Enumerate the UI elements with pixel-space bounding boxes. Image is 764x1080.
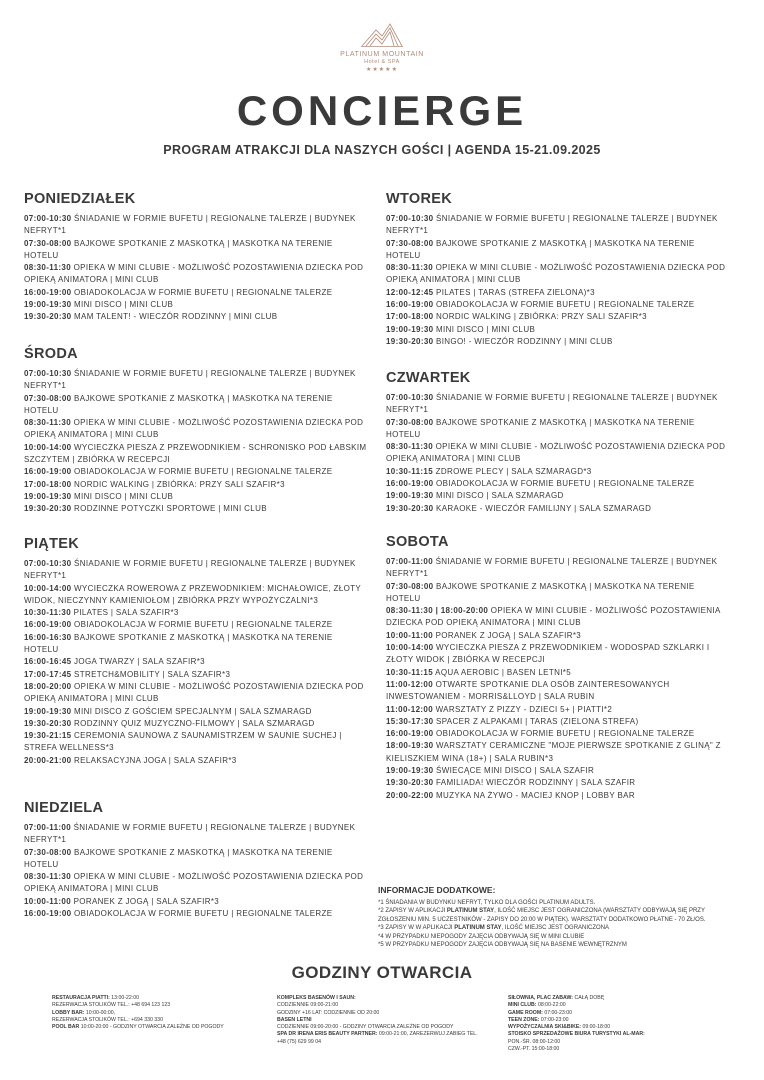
event-item <box>24 656 369 668</box>
hours-line-segment: 07:00-23:00 <box>544 1009 573 1016</box>
event-description: BAJKOWE SPOTKANIE Z MASKOTKĄ | MASKOTKA NA TERENIE HOTELU <box>386 417 695 439</box>
event-description: NORDIC WALKING | ZBIÓRKA: PRZY SALI SZAFIR*3 <box>436 312 647 322</box>
event-time: 20:00-21:00 <box>24 755 72 765</box>
event-description: ŚNIADANIE W FORMIE BUFETU | REGIONALNE TALERZE | BUDYNEK NEFRYT*1 <box>24 559 356 581</box>
day-heading: PONIEDZIAŁEK <box>24 191 136 207</box>
event-item <box>24 503 369 515</box>
event-description: FAMILIADA! WIECZÓR RODZINNY | SALA SZAFIR <box>436 778 636 788</box>
event-item <box>386 716 731 728</box>
hours-line-segment: LOBBY BAR: <box>52 1009 86 1016</box>
event-item <box>386 503 731 515</box>
opening-hours-title: GODZINY OTWARCIA <box>291 963 473 982</box>
event-time: 07:00-11:00 <box>386 557 433 566</box>
event-time: 07:30-08:00 <box>386 238 434 248</box>
event-description: OPIEKA W MINI CLUBIE - MOŻLIWOŚĆ POZOSTAWIENIA DZIECKA POD OPIEKĄ ANIMATORA | MINI CLUB <box>24 872 364 894</box>
info-note-segment: *4 W PRZYPADKU NIEPOGODY ZAJĘCIA ODBYWAJĄ SIĘ W MINI CLUBIE <box>378 933 585 940</box>
event-time: 10:30-11:15 <box>386 466 433 476</box>
event-time: 11:00-12:00 <box>386 704 433 714</box>
event-item <box>24 908 369 920</box>
hours-line-segment: TEEN ZONE: <box>508 1016 541 1023</box>
event-item <box>24 847 369 872</box>
day-monday <box>24 190 369 324</box>
hours-column <box>277 995 482 1046</box>
event-description: OPIEKA W MINI CLUBIE - MOŻLIWOŚĆ POZOSTAWIENIA DZIECKA POD OPIEKĄ ANIMATORA | MINI CLUB <box>24 681 364 704</box>
info-note <box>378 941 718 949</box>
event-description: BAJKOWE SPOTKANIE Z MASKOTKĄ | MASKOTKA NA TERENIE HOTELU <box>24 238 333 260</box>
event-description: MAM TALENT! - WIECZÓR RODZINNY | MINI CLUB <box>74 312 278 322</box>
event-time: 10:00-14:00 <box>24 583 72 593</box>
event-time: 19:30-20:30 <box>386 336 434 346</box>
event-time: 07:30-08:00 <box>386 417 434 427</box>
event-description: OPIEKA W MINI CLUBIE - MOŻLIWOŚĆ POZOSTAWIENIA DZIECKA POD OPIEKĄ ANIMATORA | MINI CLUB <box>24 418 364 440</box>
hours-line-segment: MINI CLUB: <box>508 1002 538 1009</box>
event-list <box>24 368 369 516</box>
event-time: 08:30-11:30 | 18:00-20:00 <box>386 606 489 616</box>
day-heading: PIĄTEK <box>24 536 79 552</box>
star-rating: ★★★★★ <box>366 67 398 73</box>
hours-line <box>508 1046 718 1053</box>
event-time: 10:00-14:00 <box>386 643 434 653</box>
event-time: 19:30-20:30 <box>386 778 434 788</box>
event-time: 10:30-11:30 <box>24 608 71 618</box>
info-note-segment: , ILOŚĆ MIEJSC JEST OGRANICZONA <box>501 925 610 932</box>
event-description: BINGO! - WIECZÓR RODZINNY | MINI CLUB <box>436 336 613 346</box>
event-description: PORANEK Z JOGĄ | SALA SZAFIR*3 <box>73 896 220 906</box>
event-time: 17:00-18:00 <box>24 479 72 489</box>
event-item <box>386 311 731 323</box>
hours-line <box>52 1010 257 1017</box>
event-item <box>386 262 731 287</box>
hours-line-segment: CODZIENNIE 09:00-20:00 - GODZINY OTWARCIA ZALEŻNE OD POGODY <box>277 1024 454 1031</box>
event-item <box>24 311 369 323</box>
event-time: 10:00-11:00 <box>24 896 71 906</box>
day-saturday <box>386 533 731 802</box>
event-description: JOGA TWARZY | SALA SZAFIR*3 <box>74 657 205 667</box>
event-item <box>24 619 369 631</box>
event-item <box>386 336 731 348</box>
info-note-segment: , ILOŚĆ MIEJSC JEST OGRANICZONA (WARSZTATY ODBYWAJĄ SIĘ PRZY ZGŁOSZENIU MIN. 5 UCZESTNIKÓW - ZAPISY DO 20:00 W PIĄTEK). WARSZTATY DODATKOWO PŁATNE - 70 ZŁ/OS. <box>378 908 706 923</box>
hours-line-segment: CAŁĄ DOBĘ <box>574 995 605 1001</box>
event-item <box>24 558 369 583</box>
brand-subtitle: Hotel & SPA <box>364 59 400 65</box>
event-description: WYCIECZKA PIESZA Z PRZEWODNIKIEM - SCHRONISKO POD ŁABSKIM SZCZYTEM | ZBIÓRKA W RECEPCJI <box>24 442 367 465</box>
event-item <box>24 583 369 608</box>
event-description: WARSZTATY Z PIZZY - DZIECI 5+ | PIATTI*2 <box>435 704 613 714</box>
hours-column <box>52 995 257 1031</box>
event-item <box>386 556 731 581</box>
info-note <box>378 899 718 907</box>
event-time: 19:30-21:15 <box>24 731 72 741</box>
event-item <box>386 630 731 642</box>
event-time: 07:30-08:00 <box>24 393 72 403</box>
brand-name: PLATINUM MOUNTAIN <box>340 51 424 58</box>
event-description: WARSZTATY CERAMICZNE "MOJE PIERWSZE SPOTKANIE Z GLINĄ" Z KIELISZKIEM WINA (18+) | SALA RUBIN*3 <box>386 741 721 763</box>
hours-line-segment: 09:00-21:00, ZAREZERWUJ ZABIEG TEL. +48 (75) 629 99 04 <box>277 1031 478 1045</box>
event-time: 07:30-08:00 <box>24 238 72 248</box>
hours-line-segment: CODZIENNIE 09:00-21:00 <box>277 1002 339 1009</box>
event-item <box>386 581 731 606</box>
event-time: 19:30-20:30 <box>386 503 434 513</box>
event-time: 07:00-10:30 <box>24 559 72 568</box>
event-item <box>386 213 731 238</box>
hours-line-segment: GAME ROOM: <box>508 1009 545 1016</box>
hours-line-segment: REZERWACJA STOLIKÓW TEL.: +694 330 330 <box>52 1016 163 1023</box>
event-item <box>24 417 369 442</box>
event-item <box>386 704 731 716</box>
hours-line <box>508 1039 718 1046</box>
event-item <box>24 442 369 467</box>
event-time: 18:00-20:00 <box>24 681 72 691</box>
event-time: 19:00-19:30 <box>386 766 434 776</box>
info-note-segment: PLATINUM STAY <box>454 925 502 932</box>
info-note <box>378 933 718 941</box>
hours-line-segment: 10:00-20:00 - GODZINY OTWARCIA ZALEŻNE OD POGODY <box>80 1024 224 1031</box>
event-item <box>24 706 369 718</box>
event-item <box>386 238 731 263</box>
event-description: NORDIC WALKING | ZBIÓRKA: PRZY SALI SZAFIR*3 <box>74 479 285 489</box>
day-thursday <box>386 369 731 515</box>
hours-line-segment: REZERWACJA STOLIKÓW TEL.: +48 694 123 123 <box>52 1002 171 1009</box>
event-description: OBIADOKOLACJA W FORMIE BUFETU | REGIONALNE TALERZE <box>436 729 695 739</box>
hours-line <box>52 1024 257 1031</box>
day-heading: ŚRODA <box>24 346 78 362</box>
event-time: 08:30-11:30 <box>24 872 71 882</box>
event-item <box>386 765 731 777</box>
event-item <box>24 479 369 491</box>
info-note-segment: *3 ZAPISY W W APLIKACJI <box>378 925 455 932</box>
hours-line <box>277 1031 482 1046</box>
event-time: 11:00-12:00 <box>386 679 433 689</box>
event-description: RODZINNY QUIZ MUZYCZNO-FILMOWY | SALA SZMARAGD <box>74 718 315 728</box>
event-time: 17:00-17:45 <box>24 669 72 679</box>
event-description: OPIEKA W MINI CLUBIE - MOŻLIWOŚĆ POZOSTAWIENIA DZIECKA POD OPIEKĄ ANIMATORA | MINI CLUB <box>386 606 721 628</box>
event-item <box>386 324 731 336</box>
hours-line-segment: GODZINY +16 LAT: CODZIENNIE OD 20:00 <box>277 1009 380 1016</box>
event-list <box>386 556 731 802</box>
day-heading: WTOREK <box>386 191 452 207</box>
event-description: OBIADOKOLACJA W FORMIE BUFETU | REGIONALNE TALERZE <box>74 467 333 477</box>
day-wednesday <box>24 345 369 516</box>
hours-line <box>277 1002 482 1009</box>
event-description: MUZYKA NA ŻYWO - MACIEJ KNOP | LOBBY BAR <box>436 790 635 800</box>
hours-line <box>508 1010 718 1017</box>
event-item <box>24 213 369 238</box>
event-time: 07:00-10:30 <box>24 369 72 378</box>
event-time: 12:00-12:45 <box>386 287 434 297</box>
page-title: CONCIERGE <box>236 87 528 134</box>
event-time: 08:30-11:30 <box>386 442 433 452</box>
event-time: 19:00-19:30 <box>24 300 72 310</box>
info-note-segment: *5 W PRZYPADKU NIEPOGODY ZAJĘCIA ODBYWAJĄ SIĘ NA BASENIE WEWNĘTRZNYM <box>378 942 627 949</box>
event-description: PILATES | TARAS (STREFA ZIELONA)*3 <box>436 287 595 297</box>
event-time: 19:00-19:30 <box>386 324 434 334</box>
hours-line-segment: SIŁOWNIA, PLAC ZABAW: <box>508 995 575 1001</box>
event-item <box>24 607 369 619</box>
event-item <box>24 368 369 393</box>
event-time: 16:00-19:00 <box>24 620 72 630</box>
event-description: RELAKSACYJNA JOGA | SALA SZAFIR*3 <box>74 755 237 765</box>
hours-line-segment: CZW.-PT. 15:00-18:00 <box>508 1046 560 1053</box>
hours-line-segment: WYPOŻYCZALNIA SKI&BIKE: <box>508 1024 583 1031</box>
event-time: 19:30-20:30 <box>24 504 72 514</box>
hours-line <box>277 1010 482 1017</box>
event-description: WYCIECZKA ROWEROWA Z PRZEWODNIKIEM: MICHAŁOWICE, ZŁOTY WIDOK, NIECZYNNY KAMIENIOŁOM | ZBIÓRKA PRZY WYPOŻYCZALNI*3 <box>24 583 361 605</box>
day-heading: NIEDZIELA <box>24 800 104 816</box>
event-description: AQUA AEROBIC | BASEN LETNI*5 <box>435 667 572 677</box>
event-item <box>24 718 369 730</box>
event-time: 20:00-22:00 <box>386 790 434 800</box>
event-item <box>24 669 369 681</box>
hours-line <box>52 1002 257 1009</box>
info-note <box>378 907 718 924</box>
event-item <box>24 299 369 311</box>
event-item <box>386 667 731 679</box>
event-item <box>386 466 731 478</box>
event-description: ŚNIADANIE W FORMIE BUFETU | REGIONALNE TALERZE | BUDYNEK NEFRYT*1 <box>24 214 356 236</box>
event-description: MINI DISCO | MINI CLUB <box>436 324 536 334</box>
event-description: ŚNIADANIE W FORMIE BUFETU | REGIONALNE TALERZE | BUDYNEK NEFRYT*1 <box>386 557 718 579</box>
event-time: 07:00-10:30 <box>24 214 72 223</box>
event-list <box>24 558 369 767</box>
event-description: OBIADOKOLACJA W FORMIE BUFETU | REGIONALNE TALERZE <box>74 287 333 297</box>
day-heading: SOBOTA <box>386 534 449 550</box>
event-time: 16:00-19:00 <box>386 300 434 310</box>
event-description: BAJKOWE SPOTKANIE Z MASKOTKĄ | MASKOTKA NA TERENIE HOTELU <box>24 632 333 655</box>
event-item <box>386 417 731 442</box>
event-time: 10:30-11:15 <box>386 667 433 677</box>
day-heading: CZWARTEK <box>386 370 471 386</box>
event-description: ŚWIECĄCE MINI DISCO | SALA SZAFIR <box>436 766 595 776</box>
event-item <box>24 755 369 767</box>
event-description: CEREMONIA SAUNOWA Z SAUNAMISTRZEM W SAUNIE SUCHEJ | STREFA WELLNESS*3 <box>24 731 342 753</box>
event-description: OBIADOKOLACJA W FORMIE BUFETU | REGIONALNE TALERZE <box>436 300 695 310</box>
event-description: OBIADOKOLACJA W FORMIE BUFETU | REGIONALNE TALERZE <box>436 479 695 489</box>
event-description: STRETCH&MOBILITY | SALA SZAFIR*3 <box>74 669 231 679</box>
hours-line-segment: 13:00-22:00 <box>111 995 139 1001</box>
event-item <box>24 871 369 896</box>
event-time: 16:00-16:30 <box>24 632 72 642</box>
event-item <box>386 478 731 490</box>
event-item <box>386 441 731 466</box>
hours-line-segment: 07:00-23:00 <box>540 1016 569 1023</box>
event-item <box>24 730 369 755</box>
event-list <box>24 213 369 324</box>
info-note <box>378 924 718 932</box>
event-time: 16:00-19:00 <box>24 287 72 297</box>
event-item <box>24 287 369 299</box>
event-item <box>386 287 731 299</box>
event-time: 07:00-11:00 <box>24 823 71 832</box>
event-item <box>24 262 369 287</box>
event-time: 16:00-19:00 <box>386 729 434 739</box>
hours-line <box>508 1002 718 1009</box>
event-description: WYCIECZKA PIESZA Z PRZEWODNIKIEM - WODOSPAD SZKLARKI I ZŁOTY WIDOK | ZBIÓRKA W RECEPCJI <box>386 643 710 665</box>
hours-line-segment: STOISKO SPRZEDAŻOWE BIURA TURYSTYKI AL-MAR: <box>508 1031 645 1038</box>
event-item <box>386 642 731 667</box>
hours-line <box>277 1024 482 1031</box>
hours-line <box>508 1031 718 1038</box>
hours-line-segment: RESTAURACJA PIATTI: <box>52 995 112 1001</box>
event-time: 08:30-11:30 <box>24 263 71 273</box>
event-time: 19:00-19:30 <box>386 491 434 501</box>
page-subtitle: PROGRAM ATRAKCJI DLA NASZYCH GOŚCI | AGENDA 15-21.09.2025 <box>163 143 601 157</box>
event-time: 07:00-10:30 <box>386 393 434 402</box>
event-time: 07:30-08:00 <box>386 581 434 591</box>
event-time: 19:30-20:30 <box>24 312 72 322</box>
event-description: ŚNIADANIE W FORMIE BUFETU | REGIONALNE TALERZE | BUDYNEK NEFRYT*1 <box>24 369 356 391</box>
info-note-segment: PLATINUM STAY <box>446 908 495 915</box>
event-description: BAJKOWE SPOTKANIE Z MASKOTKĄ | MASKOTKA NA TERENIE HOTELU <box>386 581 695 603</box>
event-item <box>386 728 731 740</box>
event-description: BAJKOWE SPOTKANIE Z MASKOTKĄ | MASKOTKA NA TERENIE HOTELU <box>386 238 695 260</box>
event-item <box>386 777 731 789</box>
event-item <box>24 491 369 503</box>
event-item <box>386 740 731 765</box>
event-description: ŚNIADANIE W FORMIE BUFETU | REGIONALNE TALERZE | BUDYNEK NEFRYT*1 <box>386 393 718 415</box>
info-note-segment: *1 ŚNIADANIA W BUDYNKU NEFRYT, TYLKO DLA GOŚCI PLATINUM ADULTS. <box>378 900 596 906</box>
event-description: OPIEKA W MINI CLUBIE - MOŻLIWOŚĆ POZOSTAWIENIA DZIECKA POD OPIEKĄ ANIMATORA | MINI CLUB <box>386 263 726 285</box>
event-description: OPIEKA W MINI CLUBIE - MOŻLIWOŚĆ POZOSTAWIENIA DZIECKA POD OPIEKĄ ANIMATORA | MINI CLUB <box>386 442 726 464</box>
hotel-logo <box>0 22 764 74</box>
hours-line-segment: BASEN LETNI <box>277 1016 312 1023</box>
hours-column <box>508 995 718 1053</box>
event-description: ZDROWE PLECY | SALA SZMARAGD*3 <box>435 466 592 476</box>
event-item <box>386 299 731 311</box>
event-description: BAJKOWE SPOTKANIE Z MASKOTKĄ | MASKOTKA NA TERENIE HOTELU <box>24 393 333 415</box>
event-description: KARAOKE - WIECZÓR FAMILIJNY | SALA SZMARAGD <box>436 503 652 513</box>
event-list <box>386 392 731 515</box>
event-time: 08:30-11:30 <box>24 418 71 428</box>
event-time: 16:00-19:00 <box>24 909 72 919</box>
event-description: RODZINNE POTYCZKI SPORTOWE | MINI CLUB <box>74 504 267 514</box>
event-time: 19:30-20:30 <box>24 718 72 728</box>
info-notes <box>378 899 718 949</box>
event-description: PILATES | SALA SZAFIR*3 <box>73 608 179 618</box>
event-description: MINI DISCO | MINI CLUB <box>74 300 174 310</box>
event-time: 15:30-17:30 <box>386 716 434 726</box>
event-description: PORANEK Z JOGĄ | SALA SZAFIR*3 <box>435 630 582 640</box>
hours-line-segment: KOMPLEKS BASENÓW I SAUN: <box>277 995 356 1001</box>
hours-line-segment: PON.-ŚR. 08:00-12:00 <box>508 1038 561 1045</box>
event-item <box>386 790 731 802</box>
event-item <box>24 466 369 478</box>
event-time: 10:00-11:00 <box>386 630 433 640</box>
event-time: 16:00-19:00 <box>24 467 72 477</box>
event-description: OPIEKA W MINI CLUBIE - MOŻLIWOŚĆ POZOSTAWIENIA DZIECKA POD OPIEKĄ ANIMATORA | MINI CLUB <box>24 263 364 285</box>
event-time: 07:00-10:30 <box>386 214 434 223</box>
event-item <box>24 822 369 847</box>
event-description: OTWARTE SPOTKANIE DLA OSÓB ZAINTERESOWANYCH INWESTOWANIEM - MORRIS&LLOYD | SALA RUBIN <box>386 679 670 702</box>
event-description: OBIADOKOLACJA W FORMIE BUFETU | REGIONALNE TALERZE <box>74 620 333 630</box>
hours-line <box>277 995 482 1002</box>
event-time: 16:00-16:45 <box>24 657 72 667</box>
hours-line-segment: SPA DR IRENA ERIS BEAUTY PARTNER: <box>277 1031 379 1038</box>
event-item <box>386 392 731 417</box>
event-description: ŚNIADANIE W FORMIE BUFETU | REGIONALNE TALERZE | BUDYNEK NEFRYT*1 <box>386 214 718 236</box>
mountain-logo-icon <box>360 22 404 48</box>
event-time: 07:30-08:00 <box>24 847 72 857</box>
event-list <box>386 213 731 348</box>
event-list <box>24 822 369 920</box>
hours-line <box>508 995 718 1002</box>
info-title: INFORMACJE DODATKOWE: <box>378 885 496 895</box>
event-item <box>24 632 369 657</box>
event-item <box>24 896 369 908</box>
event-time: 16:00-19:00 <box>386 479 434 489</box>
hours-line-segment: POOL BAR <box>52 1024 81 1031</box>
event-description: MINI DISCO | MINI CLUB <box>74 491 174 501</box>
event-item <box>386 679 731 704</box>
event-time: 08:30-11:30 <box>386 263 433 273</box>
event-description: SPACER Z ALPAKAMI | TARAS (ZIELONA STREFA) <box>436 716 639 726</box>
hours-line-segment: 08:00-22:00 <box>537 1002 566 1009</box>
hours-line-segment: 10:00-00:00, <box>85 1009 116 1016</box>
event-description: ŚNIADANIE W FORMIE BUFETU | REGIONALNE TALERZE | BUDYNEK NEFRYT*1 <box>24 823 356 845</box>
event-time: 10:00-14:00 <box>24 442 72 452</box>
event-item <box>24 238 369 263</box>
event-time: 18:00-19:30 <box>386 741 434 751</box>
event-time: 17:00-18:00 <box>386 312 434 322</box>
event-time: 19:00-19:30 <box>24 706 72 716</box>
event-description: MINI DISCO Z GOŚCIEM SPECJALNYM | SALA SZMARAGD <box>74 706 312 716</box>
day-sunday <box>24 799 369 920</box>
event-item <box>24 393 369 418</box>
day-tuesday <box>386 190 731 348</box>
event-description: OBIADOKOLACJA W FORMIE BUFETU | REGIONALNE TALERZE <box>74 909 333 919</box>
event-description: BAJKOWE SPOTKANIE Z MASKOTKĄ | MASKOTKA NA TERENIE HOTELU <box>24 847 333 869</box>
event-item <box>386 490 731 502</box>
event-time: 19:00-19:30 <box>24 491 72 501</box>
hours-line-segment: 09:00-18:00 <box>582 1024 611 1031</box>
event-item <box>386 605 731 630</box>
additional-info <box>378 885 718 949</box>
event-item <box>24 681 369 706</box>
day-friday <box>24 535 369 767</box>
info-note-segment: *2 ZAPISY W APLIKACJI <box>378 908 447 915</box>
event-description: MINI DISCO | SALA SZMARAGD <box>436 491 564 501</box>
